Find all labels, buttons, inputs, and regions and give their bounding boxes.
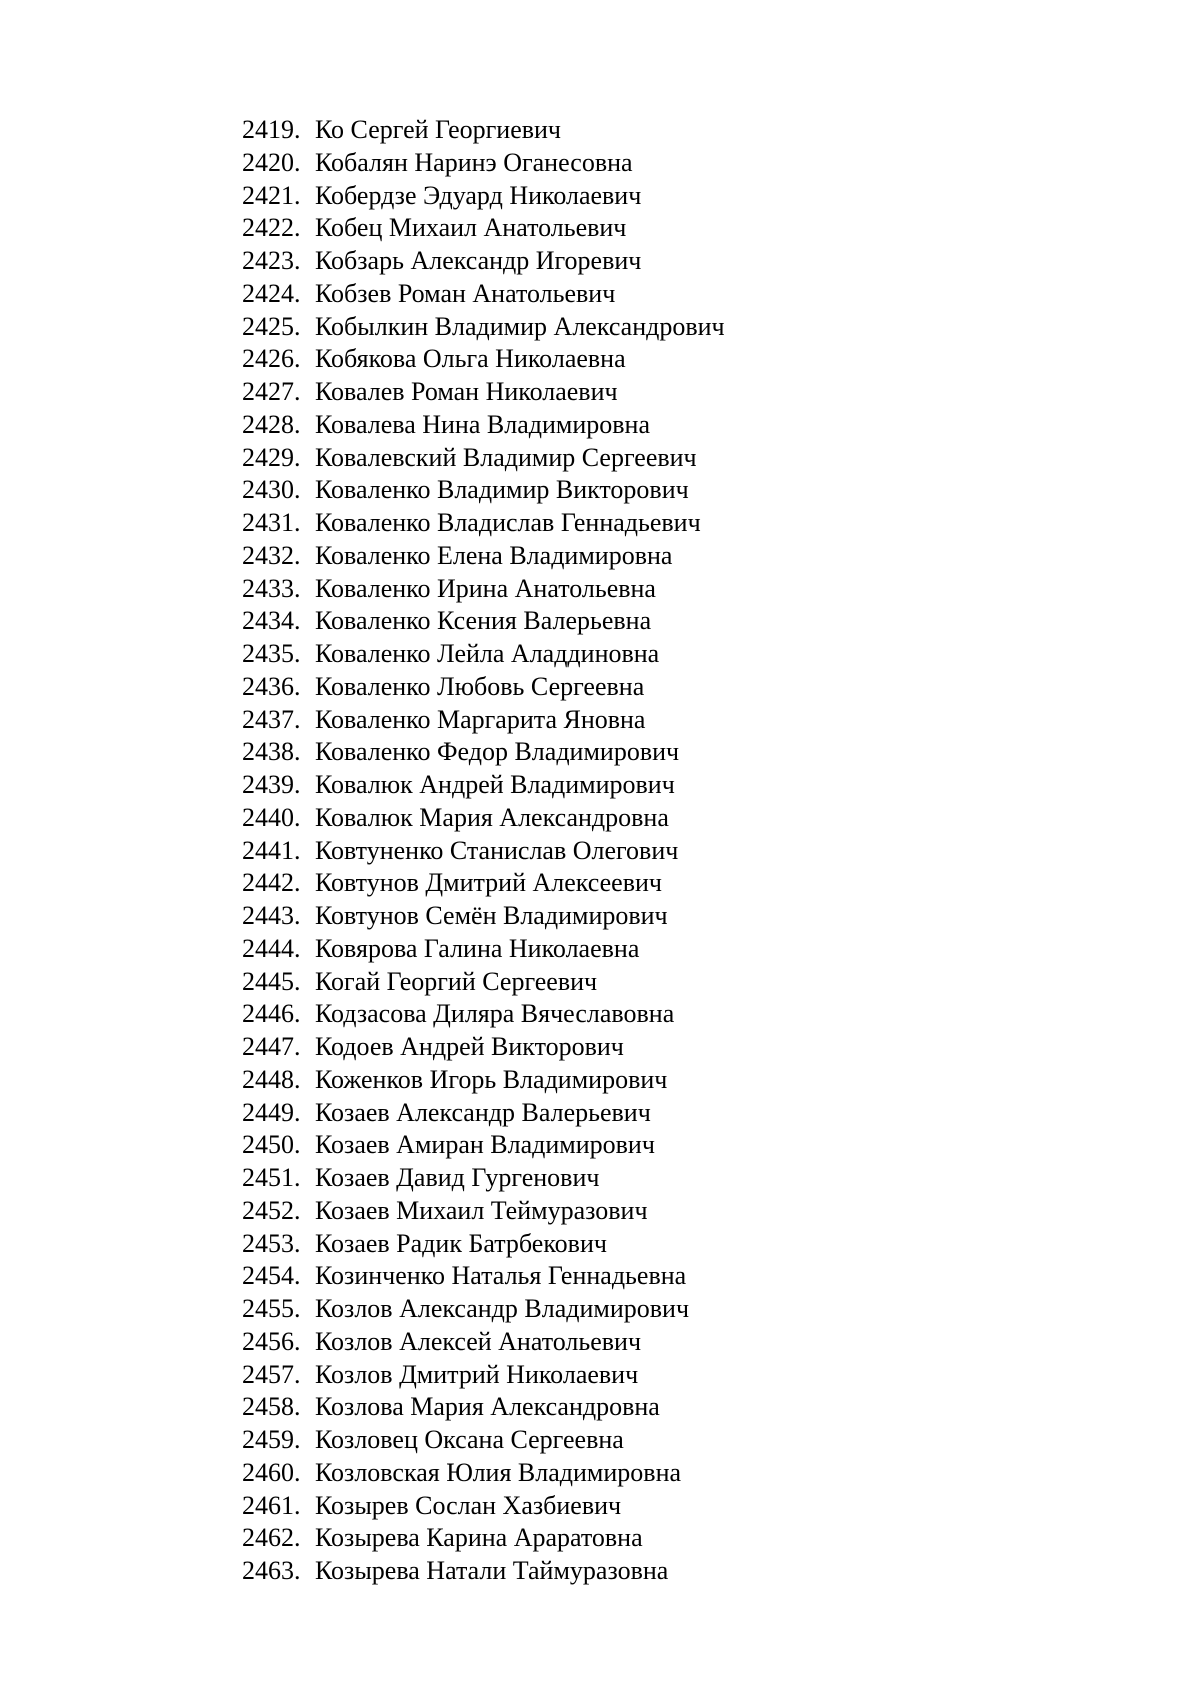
list-item: [242, 1555, 725, 1588]
entry-name: Коваленко Елена Владимировна: [315, 540, 673, 570]
entry-name: Ковалев Роман Николаевич: [315, 377, 618, 406]
entry-number: 2445.: [242, 966, 301, 996]
list-item: [242, 409, 725, 442]
list-item: [242, 180, 725, 213]
entry-name: Ковтунов Семён Владимирович: [315, 901, 668, 930]
entry-name: Козлов Алексей Анатольевич: [315, 1326, 642, 1356]
entry-number: 2437.: [242, 704, 301, 734]
entry-name: Козырев Сослан Хазбиевич: [315, 1490, 622, 1520]
list-item: [242, 1293, 725, 1326]
entry-number: 2443.: [242, 901, 301, 930]
entry-number: 2432.: [242, 540, 301, 570]
entry-name: Кобзарь Александр Игоревич: [315, 246, 642, 275]
entry-number: 2454.: [242, 1261, 301, 1291]
entry-name: Козаев Михаил Теймуразович: [315, 1195, 648, 1225]
entry-number: 2431.: [242, 508, 301, 537]
entry-number: 2441.: [242, 835, 301, 865]
entry-name: Козлов Дмитрий Николаевич: [315, 1359, 639, 1389]
list-item: [242, 1359, 725, 1392]
list-item: [242, 835, 725, 868]
list-item: [242, 638, 725, 671]
list-item: [242, 867, 725, 900]
entry-name: Коженков Игорь Владимирович: [315, 1064, 668, 1094]
entry-name: Ковалевский Владимир Сергеевич: [315, 442, 697, 472]
entry-number: 2438.: [242, 737, 301, 767]
entry-name: Коваленко Владимир Викторович: [315, 475, 689, 505]
list-item: [242, 245, 725, 278]
list-item: [242, 212, 725, 245]
entry-name: Козаев Александр Валерьевич: [315, 1097, 651, 1127]
list-item: [242, 1064, 725, 1097]
entry-name: Кобякова Ольга Николаевна: [315, 344, 626, 374]
entry-name: Козловская Юлия Владимировна: [315, 1457, 682, 1487]
entry-name: Козырева Натали Таймуразовна: [315, 1556, 669, 1585]
list-item: [242, 1490, 725, 1523]
entry-name: Ковтуненко Станислав Олегович: [315, 835, 679, 865]
list-item: [242, 278, 725, 311]
entry-name: Козаев Амиран Владимирович: [315, 1130, 655, 1160]
list-item: [242, 1326, 725, 1359]
list-item: [242, 147, 725, 180]
list-item: [242, 966, 725, 999]
entry-name: Кобылкин Владимир Александрович: [315, 311, 725, 341]
entry-number: 2427.: [242, 377, 301, 406]
entry-number: 2461.: [242, 1490, 301, 1520]
entry-number: 2448.: [242, 1064, 301, 1094]
entry-number: 2452.: [242, 1195, 301, 1225]
list-item: [242, 114, 725, 147]
entry-number: 2455.: [242, 1294, 301, 1323]
entry-number: 2440.: [242, 802, 301, 832]
entry-number: 2433.: [242, 573, 301, 603]
entry-number: 2462.: [242, 1523, 301, 1553]
entry-name: Кодоев Андрей Викторович: [315, 1032, 624, 1061]
entry-number: 2453.: [242, 1228, 301, 1258]
list-item: [242, 507, 725, 540]
entry-number: 2428.: [242, 409, 301, 439]
entry-name: Кобец Михаил Анатольевич: [315, 213, 627, 243]
entry-name: Ко Сергей Георгиевич: [315, 115, 561, 144]
entry-name: Коваленко Ирина Анатольевна: [315, 573, 656, 603]
entry-number: 2419.: [242, 115, 301, 144]
entry-name: Коваленко Любовь Сергеевна: [315, 671, 645, 701]
entry-number: 2446.: [242, 999, 301, 1029]
list-item: [242, 802, 725, 835]
list-item: [242, 474, 725, 507]
list-item: [242, 1260, 725, 1293]
entry-number: 2420.: [242, 147, 301, 177]
entry-number: 2451.: [242, 1163, 301, 1192]
entry-name: Кобердзе Эдуард Николаевич: [315, 180, 642, 210]
entry-number: 2425.: [242, 311, 301, 341]
list-item: [242, 442, 725, 475]
entry-number: 2442.: [242, 868, 301, 898]
entry-name: Ковтунов Дмитрий Алексеевич: [315, 868, 662, 898]
entry-name: Козаев Давид Гургенович: [315, 1163, 600, 1192]
entry-number: 2435.: [242, 639, 301, 668]
list-item: [242, 1457, 725, 1490]
list-item: [242, 1391, 725, 1424]
list-item: [242, 1162, 725, 1195]
list-item: [242, 704, 725, 737]
entry-number: 2436.: [242, 671, 301, 701]
list-item: [242, 900, 725, 933]
entry-number: 2423.: [242, 246, 301, 275]
entry-name: Ковярова Галина Николаевна: [315, 933, 640, 963]
entry-number: 2463.: [242, 1556, 301, 1585]
list-item: [242, 343, 725, 376]
entry-name: Коваленко Владислав Геннадьевич: [315, 508, 701, 537]
list-item: [242, 540, 725, 573]
entry-name: Коваленко Ксения Валерьевна: [315, 606, 652, 636]
list-item: [242, 769, 725, 802]
list-item: [242, 376, 725, 409]
entry-number: 2460.: [242, 1457, 301, 1487]
entry-number: 2459.: [242, 1425, 301, 1454]
list-item: [242, 998, 725, 1031]
list-item: [242, 605, 725, 638]
list-item: [242, 1424, 725, 1457]
entry-number: 2426.: [242, 344, 301, 374]
entry-number: 2434.: [242, 606, 301, 636]
list-item: [242, 736, 725, 769]
entry-name: Ковалева Нина Владимировна: [315, 409, 650, 439]
entry-name: Ковалюк Мария Александровна: [315, 802, 669, 832]
entry-number: 2424.: [242, 278, 301, 308]
entry-number: 2439.: [242, 770, 301, 799]
entry-number: 2429.: [242, 442, 301, 472]
list-item: [242, 933, 725, 966]
entry-name: Кодзасова Диляра Вячеславовна: [315, 999, 675, 1029]
list-item: [242, 1522, 725, 1555]
entry-number: 2449.: [242, 1097, 301, 1127]
entry-name: Козинченко Наталья Геннадьевна: [315, 1261, 687, 1291]
entry-name: Козлов Александр Владимирович: [315, 1294, 690, 1323]
entry-name: Козырева Карина Араратовна: [315, 1523, 643, 1553]
entry-number: 2421.: [242, 180, 301, 210]
entry-number: 2456.: [242, 1326, 301, 1356]
entry-name: Козлова Мария Александровна: [315, 1392, 660, 1422]
entry-number: 2457.: [242, 1359, 301, 1389]
entry-name: Когай Георгий Сергеевич: [315, 966, 598, 996]
entry-number: 2422.: [242, 213, 301, 243]
list-item: [242, 1031, 725, 1064]
entry-number: 2430.: [242, 475, 301, 505]
entry-name: Коваленко Федор Владимирович: [315, 737, 680, 767]
entry-name: Кобалян Наринэ Оганесовна: [315, 147, 633, 177]
entry-number: 2450.: [242, 1130, 301, 1160]
list-item: [242, 573, 725, 606]
list-item: [242, 1097, 725, 1130]
entry-number: 2444.: [242, 933, 301, 963]
entry-name: Козловец Оксана Сергеевна: [315, 1425, 624, 1454]
entry-number: 2447.: [242, 1032, 301, 1061]
list-item: [242, 1195, 725, 1228]
list-item: [242, 1129, 725, 1162]
list-item: [242, 1228, 725, 1261]
entry-name: Коваленко Маргарита Яновна: [315, 704, 646, 734]
entry-name: Коваленко Лейла Аладдиновна: [315, 639, 660, 668]
list-item: [242, 671, 725, 704]
entry-name: Козаев Радик Батрбекович: [315, 1228, 607, 1258]
entry-name: Ковалюк Андрей Владимирович: [315, 770, 675, 799]
entry-number: 2458.: [242, 1392, 301, 1422]
entry-name: Кобзев Роман Анатольевич: [315, 278, 616, 308]
list-item: [242, 311, 725, 344]
name-list: [242, 114, 725, 1588]
